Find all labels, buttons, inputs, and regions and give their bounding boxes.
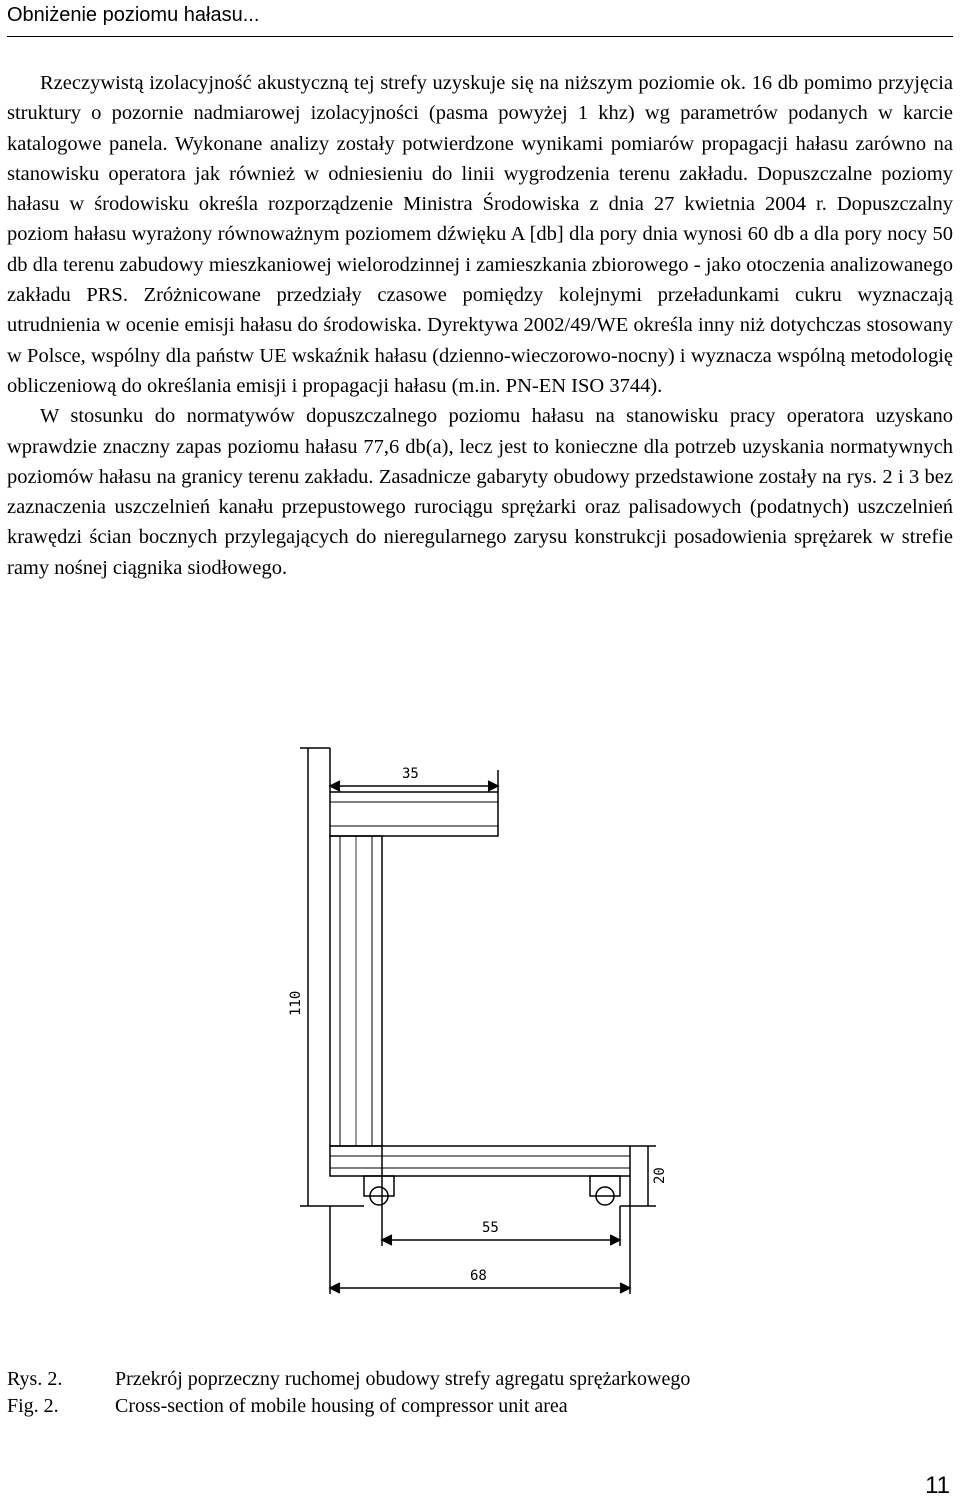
cross-section-figure [260, 740, 700, 1300]
dim-35-label: 35 [402, 766, 419, 782]
paragraph-2: W stosunku do normatywów dopuszczalnego poziomu hałasu na stanowisku pracy operatora uzyskano wprawdzie znaczny zapas poziomu hałasu 77,6 db(a), lecz jest to konieczne dla potrzeb uzyskania normatywnych poziomów hałasu na granicy terenu zakładu. Zasadnicze gabaryty obudowy przedstawione zostały na rys. 2 i 3 bez zaznaczenia uszczelnień kanału przepustowego rurociągu sprężarki oraz palisadowych (podatnych) uszczelnień krawędzi ścian bocznych przylegających do nieregularnego zarysu konstrukcji posadowienia sprężarek w strefie ramy nośnej ciągnika siodłowego. [7, 405, 953, 579]
caption-label: Rys. 2. [7, 1368, 63, 1390]
dim-35-arrow-left [330, 781, 340, 791]
page-number: 11 [925, 1472, 950, 1499]
caption-text: Przekrój poprzeczny ruchomej obudowy strefy agregatu sprężarkowego [115, 1368, 691, 1390]
caption-text: Cross-section of mobile housing of compressor unit area [115, 1395, 568, 1417]
wheel-left-mount [364, 1176, 394, 1196]
dim-20-label: 20 [652, 1167, 668, 1184]
dim-55-label: 55 [482, 1220, 499, 1236]
paragraph-1: Rzeczywistą izolacyjność akustyczną tej strefy uzyskuje się na niższym poziomie ok. 16 db pomimo przyjęcia struktury o pozornie nadmiarowej izolacyjności (pasma powyżej 1 khz) wg parametrów podanych w karcie katalogowe panela. Wykonane analizy zostały potwierdzone wynikami pomiarów propagacji hałasu zarówno na stanowisku operatora jak również w odniesieniu do linii wygrodzenia terenu zakładu. Dopuszczalne poziomy hałasu w środowisku określa rozporządzenie Ministra Środowiska z dnia 27 kwietnia 2004 r. Dopuszczalny poziom hałasu wyrażony równoważnym poziomem dźwięku A [db] dla pory dnia wynosi 60 db a dla pory nocy 50 db dla terenu zabudowy mieszkaniowej wielorodzinnej i zamieszkania zbiorowego - jako otoczenia analizowanego zakładu PRS. Zróżnicowane przedziały czasowe pomiędzy kolejnymi przeładunkami cukru wyznaczają utrudnienia w ocenie emisji hałasu do środowiska. Dyrektywa 2002/49/WE określa inny niż dotychczas stosowany w Polsce, wspólny dla państw UE wskaźnik hałasu (dzienno-wieczorowo-nocny) i wyznacza wspólną metodologię obliczeniową do określania emisji i propagacji hałasu (m.in. PN-EN ISO 3744). [7, 72, 953, 397]
caption-polish [7, 1366, 947, 1394]
caption-label: Fig. 2. [7, 1395, 59, 1417]
body-text [7, 68, 953, 583]
header-rule [7, 36, 953, 37]
caption-english [7, 1393, 947, 1421]
dim-35-arrow-right [488, 781, 498, 791]
wheel-right-mount [590, 1176, 620, 1196]
running-header: Obniżenie poziomu hałasu... [7, 4, 260, 26]
dim-68-label: 68 [470, 1268, 487, 1284]
base-frame [330, 1146, 630, 1176]
dim-110-label: 110 [288, 990, 304, 1016]
top-housing [330, 792, 498, 836]
